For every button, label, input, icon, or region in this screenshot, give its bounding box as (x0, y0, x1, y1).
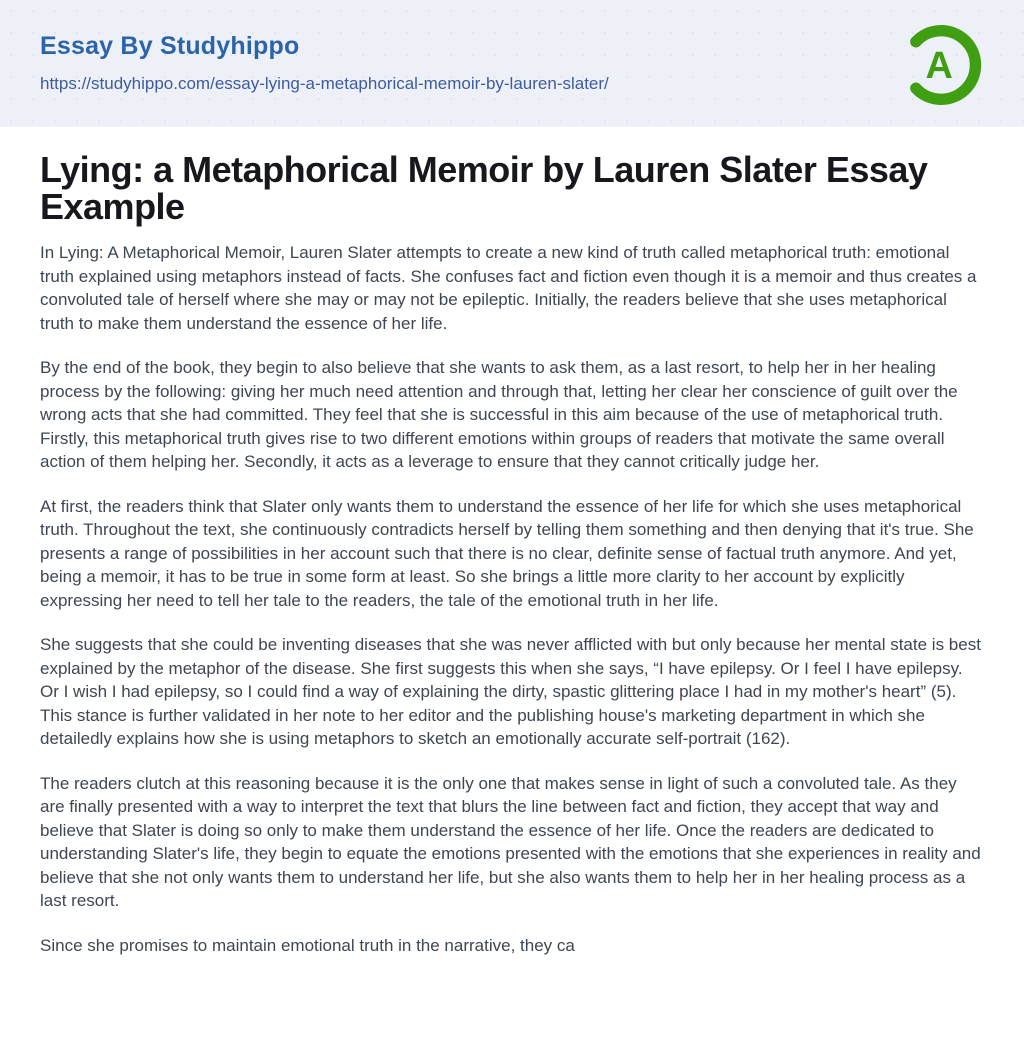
essay-paragraph: By the end of the book, they begin to also believe that she wants to ask them, as a last resort, to help her in her healing process by the following: giving her much need attention and through that, letting her clear her conscience of guilt over the wrong acts that she had committed. They feel that she is successful in this aim because of the use of metaphorical truth. Firstly, this metaphorical truth gives rise to two different emotions within groups of readers that motivate the same overall action of them helping her. Secondly, it acts as a leverage to ensure that they cannot critically judge her. (40, 358, 958, 471)
site-title: Essay By Studyhippo (40, 32, 300, 61)
essay-paragraph: At first, the readers think that Slater only wants them to understand the essence of her life for which she uses metaphorical truth. Throughout the text, she continuously contradicts herself by telling them something and then denying that it's true. She presents a range of possibilities in her account such that there is no clear, definite sense of factual truth anymore. And yet, being a memoir, it has to be true in some form at least. So she brings a little more clarity to her account by explicitly expressing her need to tell her tale to the readers, the tale of the emotional truth in her life. (40, 496, 974, 610)
essay-content (0, 127, 1024, 957)
header-text-block (40, 33, 609, 93)
logo-letter: A (925, 44, 953, 87)
essay-paragraph: She suggests that she could be inventing diseases that she was never afflicted with but only because her mental state is best explained by the metaphor of the disease. She first suggests this when she says, “I have epilepsy. Or I feel I have epilepsy. Or I wish I had epilepsy, so I could find a way of explaining the dirty, spastic glittering place I had in my mother's heart” (5). This stance is further validated in her note to her editor and the publishing house's marketing department in which she detailedly explains how she is using metaphors to sketch an emotionally accurate self-portrait (162). (40, 635, 981, 748)
studyhippo-a-icon (896, 21, 984, 109)
essay-title: Lying: a Metaphorical Memoir by Lauren Slater Essay Example (40, 149, 928, 227)
studyhippo-logo (896, 21, 984, 109)
page-url: https://studyhippo.com/essay-lying-a-metaphorical-memoir-by-lauren-slater/ (40, 73, 609, 93)
essay-paragraph: Since she promises to maintain emotional truth in the narrative, they ca (40, 935, 575, 955)
essay-paragraph: The readers clutch at this reasoning because it is the only one that makes sense in light of such a convoluted tale. As they are finally presented with a way to interpret the text that blurs the line between fact and fiction, they accept that way and believe that Slater is doing so only to make them understand the essence of her life. Once the readers are dedicated to understanding Slater's life, they begin to equate the emotions presented with the emotions that she experiences in reality and believe that she not only wants them to understand her life, but she also wants them to help her in her healing process as a last resort. (40, 773, 981, 910)
page-header (0, 0, 1024, 127)
essay-paragraph: In Lying: A Metaphorical Memoir, Lauren Slater attempts to create a new kind of truth called metaphorical truth: emotional truth explained using metaphors instead of facts. She confuses fact and fiction even though it is a memoir and thus creates a convoluted tale of herself where she may or may not be epileptic. Initially, the readers believe that she uses metaphorical truth to make them understand the essence of her life. (40, 243, 977, 333)
